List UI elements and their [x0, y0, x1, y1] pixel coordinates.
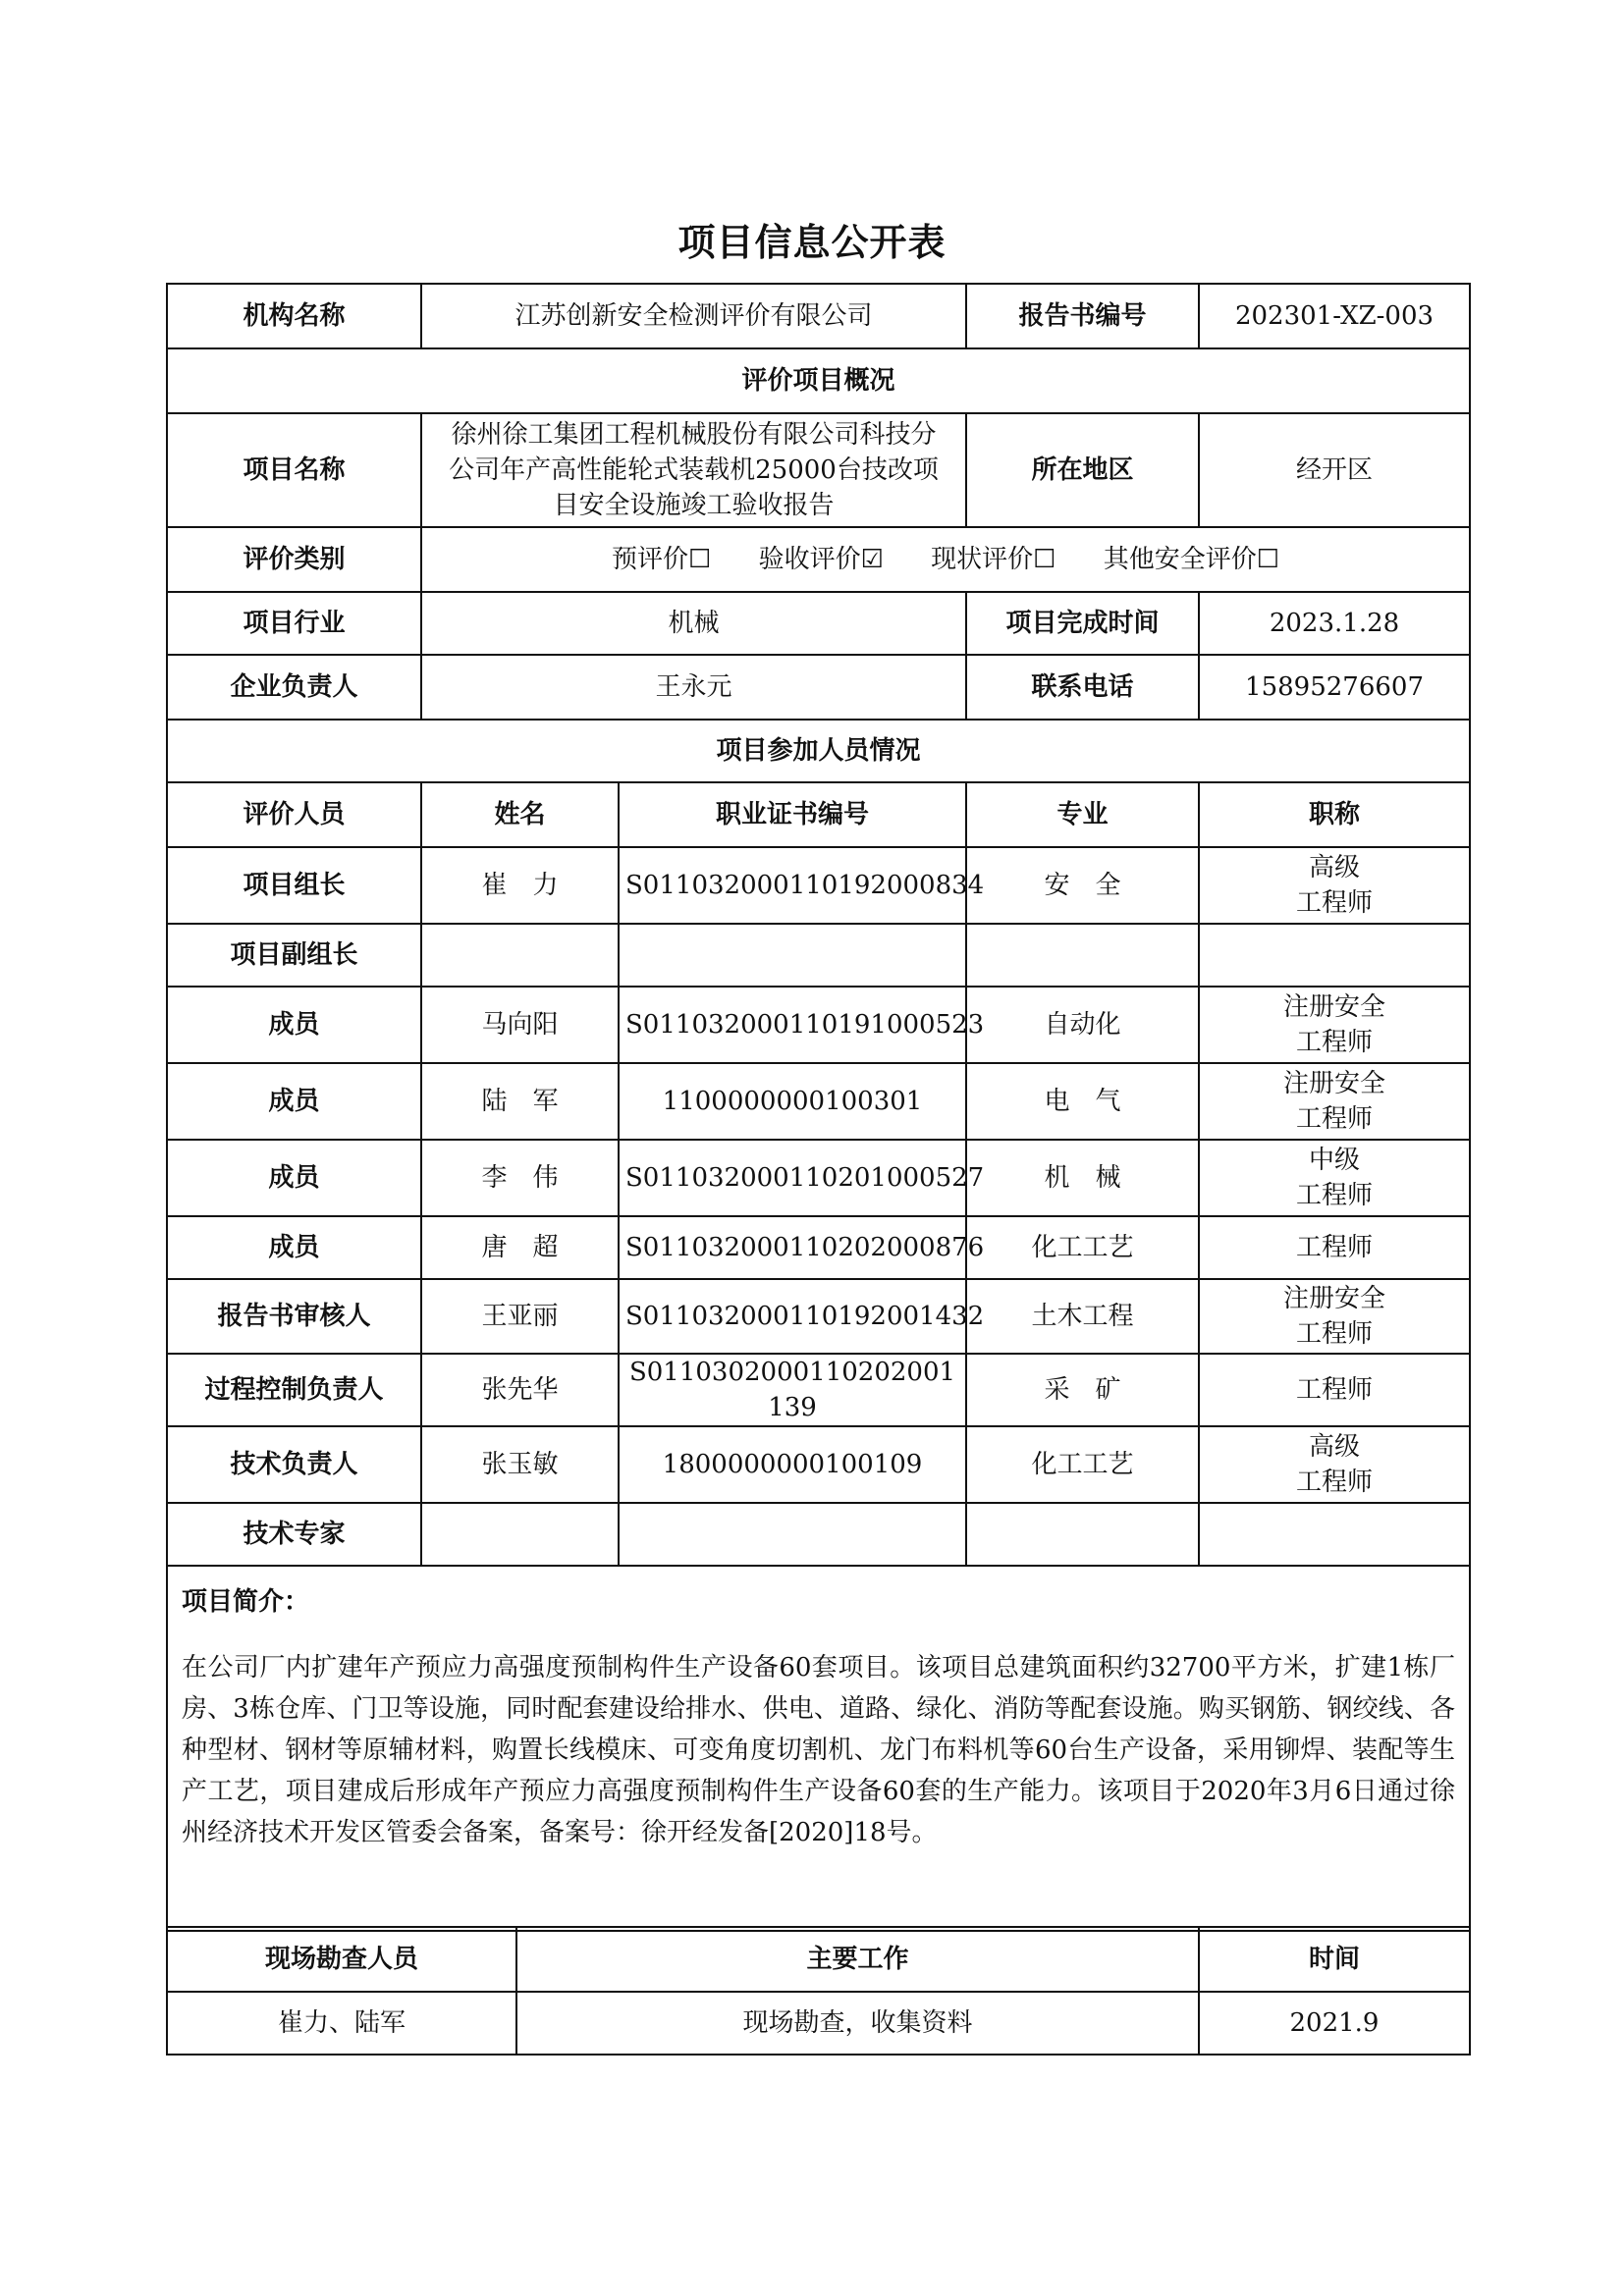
- table-row: [167, 987, 1470, 1063]
- phone-value: 15895276607: [1199, 655, 1470, 720]
- staff-role: 项目副组长: [167, 924, 421, 987]
- survey-header-work: 主要工作: [516, 1927, 1199, 1992]
- table-row: [167, 1426, 1470, 1503]
- table-row: [167, 847, 1470, 924]
- staff-role: 成员: [167, 987, 421, 1063]
- table-row: [167, 1354, 1470, 1426]
- staff-title: [1199, 1503, 1470, 1566]
- staff-title-line1: 高级: [1309, 853, 1361, 882]
- industry-row: [167, 592, 1470, 655]
- phone-label: 联系电话: [966, 655, 1199, 720]
- staff-name: 崔 力: [421, 847, 619, 924]
- eval-type-pre: 预评价☐: [611, 545, 712, 574]
- staff-major: [966, 1503, 1199, 1566]
- staff-cert: 1800000000100109: [619, 1426, 966, 1503]
- intro-cell: [167, 1566, 1470, 1931]
- intro-heading: 项目简介：: [182, 1587, 310, 1617]
- region-label: 所在地区: [966, 413, 1199, 527]
- report-no-value: 202301-XZ-003: [1199, 284, 1470, 348]
- staff-header-role: 评价人员: [167, 782, 421, 847]
- staff-title-line2: 工程师: [1296, 888, 1374, 918]
- staff-major: 化工工艺: [966, 1216, 1199, 1279]
- staff-major: 采 矿: [966, 1354, 1199, 1426]
- org-row: [167, 284, 1470, 348]
- org-value: 江苏创新安全检测评价有限公司: [421, 284, 966, 348]
- staff-cert: 1100000000100301: [619, 1063, 966, 1140]
- staff-title-line1: 工程师: [1296, 1375, 1374, 1405]
- staff-title-line1: 高级: [1309, 1432, 1361, 1462]
- staff-major: 自动化: [966, 987, 1199, 1063]
- survey-people: 崔力、陆军: [167, 1992, 516, 2055]
- staff-major: 电 气: [966, 1063, 1199, 1140]
- staff-header-title: 职称: [1199, 782, 1470, 847]
- staff-major: 机 械: [966, 1140, 1199, 1216]
- staff-header-row: [167, 782, 1470, 847]
- staff-name: 张先华: [421, 1354, 619, 1426]
- table-row: [167, 924, 1470, 987]
- staff-cert: S011032000110192000834: [619, 847, 966, 924]
- region-value: 经开区: [1199, 413, 1470, 527]
- survey-header-people: 现场勘查人员: [167, 1927, 516, 1992]
- staff-cert: S011032000110202000876: [619, 1216, 966, 1279]
- leader-label: 企业负责人: [167, 655, 421, 720]
- staff-title-line1: 注册安全: [1283, 992, 1386, 1022]
- complete-time-label: 项目完成时间: [966, 592, 1199, 655]
- staff-name: 马向阳: [421, 987, 619, 1063]
- survey-table: [166, 1926, 1471, 2056]
- staff-major: [966, 924, 1199, 987]
- staff-title: [1199, 1063, 1470, 1140]
- project-name-value: 徐州徐工集团工程机械股份有限公司科技分公司年产高性能轮式装载机25000台技改项目安全设施竣工验收报告: [421, 413, 966, 527]
- staff-cert: [619, 924, 966, 987]
- info-table: [166, 283, 1471, 1932]
- staff-role: 项目组长: [167, 847, 421, 924]
- survey-header-time: 时间: [1199, 1927, 1470, 1992]
- staff-cert: S0110302000110202001139: [619, 1354, 966, 1426]
- table-row: [167, 1279, 1470, 1354]
- staff-cert: S011032000110192001432: [619, 1279, 966, 1354]
- eval-type-label: 评价类别: [167, 527, 421, 592]
- survey-time: 2021.9: [1199, 1992, 1470, 2055]
- eval-type-row: [167, 527, 1470, 592]
- project-name-row: [167, 413, 1470, 527]
- staff-role: 成员: [167, 1216, 421, 1279]
- staff-role: 技术负责人: [167, 1426, 421, 1503]
- staff-title-line2: 工程师: [1296, 1468, 1374, 1497]
- staff-title: [1199, 1426, 1470, 1503]
- table-row: [167, 1140, 1470, 1216]
- staff-name: 张玉敏: [421, 1426, 619, 1503]
- staff-title: [1199, 1216, 1470, 1279]
- overview-heading: 评价项目概况: [167, 348, 1470, 413]
- org-label: 机构名称: [167, 284, 421, 348]
- staff-role: 成员: [167, 1140, 421, 1216]
- industry-value: 机械: [421, 592, 966, 655]
- staff-role: 成员: [167, 1063, 421, 1140]
- staff-major: 化工工艺: [966, 1426, 1199, 1503]
- staff-heading: 项目参加人员情况: [167, 720, 1470, 782]
- staff-title-line2: 工程师: [1296, 1104, 1374, 1134]
- staff-name: 唐 超: [421, 1216, 619, 1279]
- table-row: [167, 1063, 1470, 1140]
- staff-title-line1: 中级: [1309, 1146, 1361, 1175]
- staff-major: 土木工程: [966, 1279, 1199, 1354]
- page-title: 项目信息公开表: [677, 220, 947, 264]
- staff-title: [1199, 924, 1470, 987]
- staff-cert: S011032000110191000523: [619, 987, 966, 1063]
- project-name-label: 项目名称: [167, 413, 421, 527]
- staff-name: 陆 军: [421, 1063, 619, 1140]
- table-row: [167, 1216, 1470, 1279]
- eval-type-acceptance: 验收评价☑: [758, 545, 884, 574]
- staff-name: 李 伟: [421, 1140, 619, 1216]
- staff-title-line2: 工程师: [1296, 1028, 1374, 1057]
- staff-title-line1: 注册安全: [1283, 1284, 1386, 1313]
- staff-name: 王亚丽: [421, 1279, 619, 1354]
- complete-time-value: 2023.1.28: [1199, 592, 1470, 655]
- survey-work: 现场勘查，收集资料: [516, 1992, 1199, 2055]
- table-row: [167, 1503, 1470, 1566]
- staff-title: [1199, 987, 1470, 1063]
- staff-title-line1: 注册安全: [1283, 1069, 1386, 1098]
- overview-heading-row: [167, 348, 1470, 413]
- staff-title-line2: 工程师: [1296, 1319, 1374, 1349]
- staff-role: 报告书审核人: [167, 1279, 421, 1354]
- leader-value: 王永元: [421, 655, 966, 720]
- staff-title: [1199, 1354, 1470, 1426]
- eval-type-status: 现状评价☐: [931, 545, 1056, 574]
- staff-header-major: 专业: [966, 782, 1199, 847]
- staff-role: 技术专家: [167, 1503, 421, 1566]
- table-row: [167, 1992, 1470, 2055]
- intro-row: [167, 1566, 1470, 1931]
- staff-name: [421, 924, 619, 987]
- eval-type-options: [421, 527, 1470, 592]
- survey-header-row: [167, 1927, 1470, 1992]
- leader-row: [167, 655, 1470, 720]
- staff-title: [1199, 847, 1470, 924]
- staff-title: [1199, 1140, 1470, 1216]
- staff-title-line2: 工程师: [1296, 1181, 1374, 1210]
- intro-text: 在公司厂内扩建年产预应力高强度预制构件生产设备60套项目。该项目总建筑面积约32700平方米，扩建1栋厂房、3栋仓库、门卫等设施，同时配套建设给排水、供电、道路、绿化、消防等配套设施。购买钢筋、钢绞线、各种型材、钢材等原辅材料，购置长线模床、可变角度切割机、龙门布料机等60台生产设备，采用铆焊、装配等生产工艺，项目建成后形成年产预应力高强度预制构件生产设备60套的生产能力。该项目于2020年3月6日通过徐州经济技术开发区管委会备案，备案号：徐开经发备[2020]18号。: [182, 1653, 1456, 1847]
- staff-header-cert: 职业证书编号: [619, 782, 966, 847]
- staff-title-line1: 工程师: [1296, 1233, 1374, 1262]
- staff-cert: S011032000110201000527: [619, 1140, 966, 1216]
- staff-title: [1199, 1279, 1470, 1354]
- staff-cert: [619, 1503, 966, 1566]
- industry-label: 项目行业: [167, 592, 421, 655]
- staff-heading-row: [167, 720, 1470, 782]
- eval-type-other: 其他安全评价☐: [1103, 545, 1280, 574]
- report-no-label: 报告书编号: [966, 284, 1199, 348]
- staff-name: [421, 1503, 619, 1566]
- staff-role: 过程控制负责人: [167, 1354, 421, 1426]
- staff-major: 安 全: [966, 847, 1199, 924]
- staff-header-name: 姓名: [421, 782, 619, 847]
